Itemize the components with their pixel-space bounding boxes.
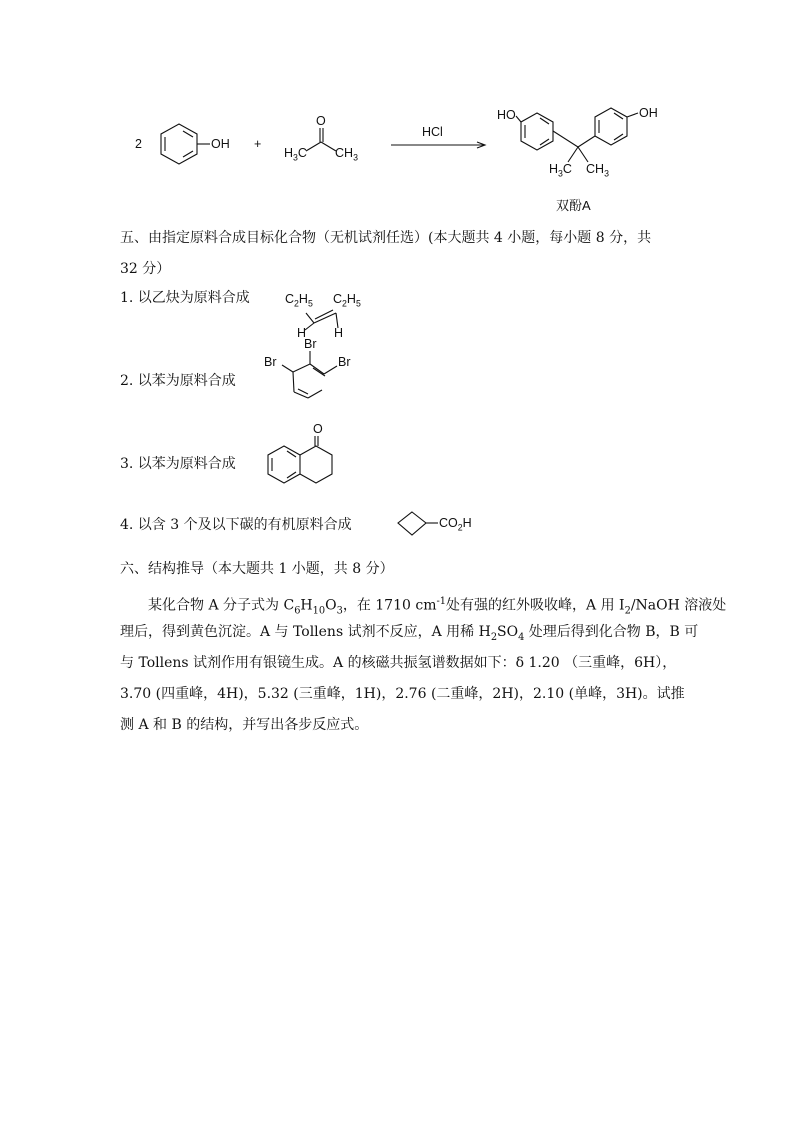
bisphenol-h3c-label: $H_3C$ (549, 162, 572, 179)
catalyst-label: HCl (422, 125, 443, 139)
phenol-ring (161, 124, 197, 164)
alkene-h-left: H (297, 326, 307, 340)
bisphenol-oh-label: OH (639, 106, 658, 120)
acetone-o-label: O (316, 114, 326, 128)
ethyl-right-label: $C_2H_5$ (333, 292, 361, 309)
phenol-inner-bond (183, 131, 193, 137)
section6-heading: 六、结构推导（本大题共 1 小题，共 8 分） (120, 561, 394, 577)
plus-sign: + (254, 137, 262, 151)
section5-item-3: 3. 以苯为原料合成 (120, 456, 236, 472)
ketone-o-label: O (313, 422, 323, 436)
section6-paragraph-line5: 测 A 和 B 的结构，并写出各步反应式。 (120, 717, 369, 733)
product-name: 双酚A (556, 198, 591, 213)
section5-item-4: 4. 以含 3 个及以下碳的有机原料合成 (120, 517, 352, 533)
ethyl-left-label: $C_2H_5$ (285, 292, 313, 309)
section5-item-2: 2. 以苯为原料合成 (120, 373, 236, 389)
bisphenol-ho-label: HO (497, 108, 516, 122)
bisphenol-ch3-label: $CH_3$ (586, 162, 609, 179)
bisphenol-ring-right (595, 108, 627, 145)
section5-item-1: 1. 以乙炔为原料合成 (120, 290, 250, 306)
alkene-h-right: H (334, 326, 344, 340)
acetone-ch3-label: $CH_3$ (335, 146, 358, 163)
acetone-h3c-label: $H_3C$ (284, 146, 307, 163)
cyclobutane-structure (0, 0, 1, 1)
section5-heading-line2: 32 分） (120, 261, 171, 277)
section5-heading-line1: 五、由指定原料合成目标化合物（无机试剂任选）(本大题共 4 小题，每小题 8 分，共 (120, 230, 652, 246)
bromo-label-left: Br (264, 355, 277, 369)
phenol-oh-label: OH (211, 137, 230, 151)
section6-paragraph-line1: 某化合物 A 分子式为 $C_6H_{10}O_3$，在 1710 $cm^{-1}$处有强的红外吸收峰，A 用 $I_2$/NaOH 溶液处 (148, 596, 727, 617)
bisphenol-ring-left (521, 113, 553, 150)
section6-paragraph-line2: 理后，得到黄色沉淀。A 与 Tollens 试剂不反应，A 用稀 $H_2SO_4$ 处理后得到化合物 B，B 可 (120, 624, 699, 643)
phenol-inner-bond (183, 151, 193, 157)
bromo-label-right: Br (338, 355, 351, 369)
cyclobutane-ring (398, 512, 426, 535)
carboxylic-acid-label: $CO_2H$ (439, 516, 472, 533)
coefficient: 2 (135, 137, 142, 151)
tetralone-aromatic-ring (268, 446, 300, 483)
section6-paragraph-line3: 与 Tollens 试剂作用有银镜生成。A 的核磁共振氢谱数据如下：δ 1.20 （三重峰，6H）， (120, 655, 677, 671)
bromo-label-top: Br (304, 337, 317, 351)
section6-paragraph-line4: 3.70 (四重峰，4H)，5.32 (三重峰，1H)，2.76 (二重峰，2H)，2.10 (单峰，3H)。试推 (120, 686, 685, 702)
